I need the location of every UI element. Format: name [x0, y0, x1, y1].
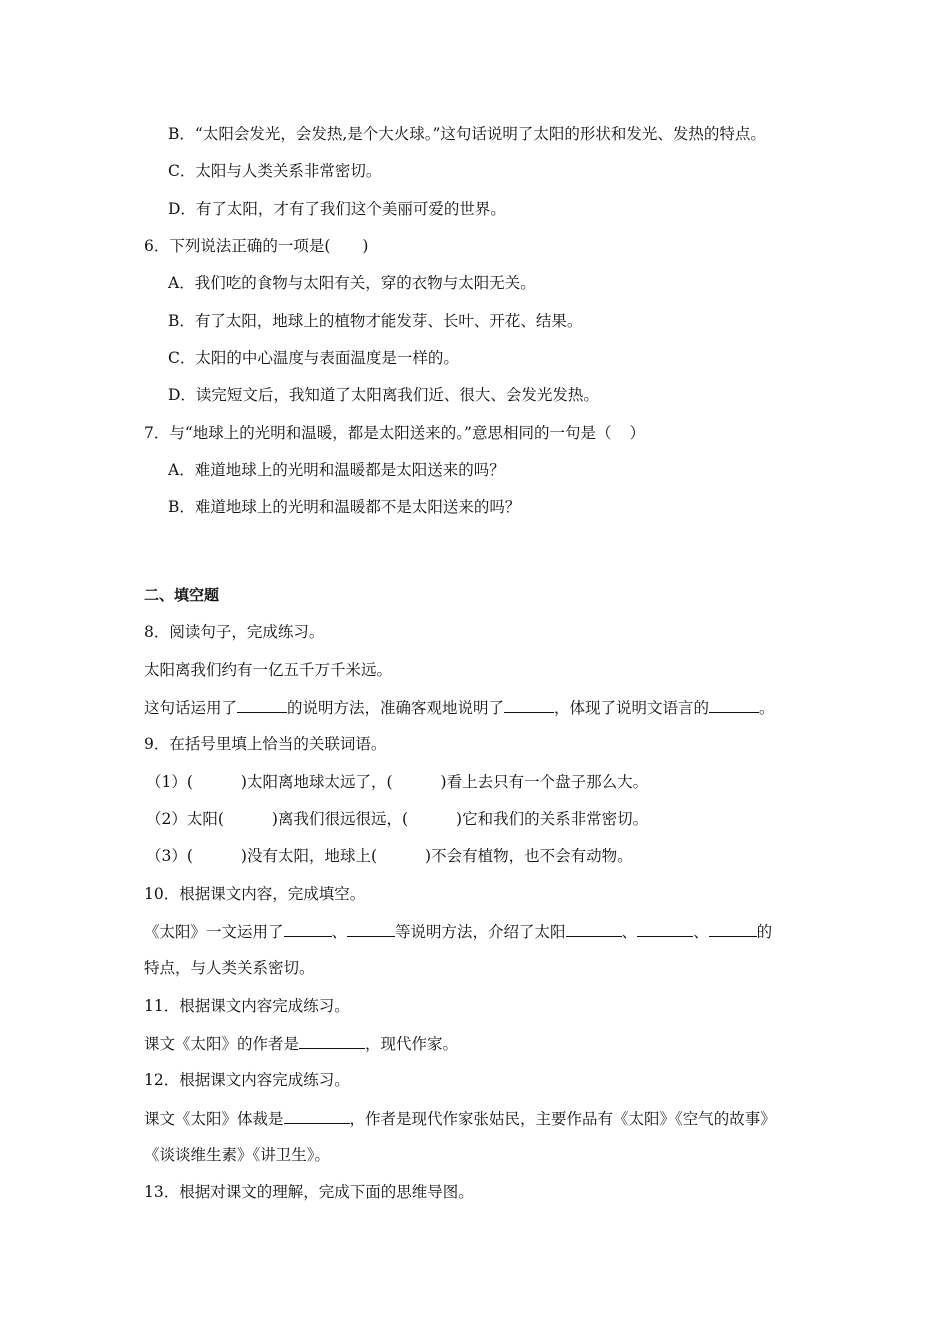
- q8-stem: 8．阅读句子，完成练习。: [144, 623, 325, 641]
- q10-line-2: 特点，与人类关系密切。: [144, 959, 315, 977]
- q12-text-2: ，作者是现代作家张姑民，主要作品有《太阳》《空气的故事》: [349, 1110, 776, 1128]
- q6-stem: [144, 236, 368, 256]
- q9-sentence-1: [146, 772, 648, 792]
- q6-option-d: D．读完短文后，我知道了太阳离我们近、很大、会发光发热。: [168, 386, 599, 404]
- q12-blank-1[interactable]: [284, 1108, 350, 1124]
- q10-sep-1: 、: [331, 923, 348, 941]
- q9-sentence-3: [146, 846, 633, 866]
- q9-s2-text-3: )它和我们的关系非常密切。: [456, 810, 649, 828]
- q6-option-c: C．太阳的中心温度与表面温度是一样的。: [168, 349, 459, 367]
- q11-blank-1[interactable]: [299, 1033, 365, 1049]
- q5-option-c: C．太阳与人类关系非常密切。: [168, 162, 382, 180]
- q10-text-3: 的: [756, 923, 773, 941]
- q10-stem: 10．根据课文内容，完成填空。: [144, 885, 366, 903]
- q7-option-b: B．难道地球上的光明和温暖都不是太阳送来的吗？: [168, 498, 521, 516]
- q8-text-4: 。: [759, 699, 775, 717]
- q8-blank-3[interactable]: [709, 697, 759, 713]
- q6-stem-text: 6．下列说法正确的一项是(: [144, 237, 331, 255]
- q10-fill-line: [144, 921, 772, 942]
- q10-blank-2[interactable]: [347, 921, 395, 937]
- q6-option-a: A．我们吃的食物与太阳有关，穿的衣物与太阳无关。: [168, 274, 536, 292]
- q8-text-1: 这句话运用了: [144, 699, 238, 717]
- q11-text-1: 课文《太阳》的作者是: [144, 1035, 300, 1053]
- q5-option-b: B．“太阳会发光，会发热,是个大火球。”这句话说明了太阳的形状和发光、发热的特点。: [168, 125, 766, 143]
- q12-line-2: 《谈谈维生素》《讲卫生》。: [144, 1146, 331, 1164]
- q8-fill-line: [144, 697, 775, 718]
- q10-blank-1[interactable]: [284, 921, 332, 937]
- q5-option-d: D．有了太阳，才有了我们这个美丽可爱的世界。: [168, 200, 506, 218]
- q8-blank-2[interactable]: [504, 697, 554, 713]
- q10-sep-3: 、: [693, 923, 709, 941]
- q11-stem: 11．根据课文内容完成练习。: [144, 997, 350, 1015]
- q7-stem: [144, 423, 645, 443]
- q11-fill-line: [144, 1033, 458, 1054]
- q10-blank-4[interactable]: [637, 921, 693, 937]
- q11-text-2: ，现代作家。: [365, 1035, 459, 1053]
- q12-fill-line: [144, 1108, 776, 1129]
- q10-sep-2: 、: [621, 923, 638, 941]
- q10-blank-3[interactable]: [566, 921, 622, 937]
- q6-option-b: B．有了太阳，地球上的植物才能发芽、长叶、开花、结果。: [168, 312, 583, 330]
- q9-s3-text-1: （3）(: [146, 847, 193, 865]
- q9-s3-text-2: )没有太阳，地球上(: [240, 847, 378, 865]
- q10-blank-5[interactable]: [709, 921, 757, 937]
- q9-stem: 9．在括号里填上恰当的关联词语。: [144, 735, 387, 753]
- section-title: 二、填空题: [144, 586, 220, 604]
- q9-s1-text-3: )看上去只有一个盘子那么大。: [440, 773, 649, 791]
- q12-stem: 12．根据课文内容完成练习。: [144, 1071, 350, 1089]
- q8-text-2: 的说明方法，准确客观地说明了: [287, 699, 505, 717]
- q7-stem-close: ）: [629, 424, 645, 442]
- q10-text-2: 等说明方法，介绍了太阳: [395, 923, 566, 941]
- q13-stem: 13．根据对课文的理解，完成下面的思维导图。: [144, 1183, 474, 1201]
- q12-text-1: 课文《太阳》体裁是: [144, 1110, 284, 1128]
- q9-s2-text-1: （2）太阳(: [146, 810, 224, 828]
- q6-stem-close: ): [362, 237, 369, 255]
- q9-sentence-2: [146, 809, 648, 829]
- q7-option-a: A．难道地球上的光明和温暖都是太阳送来的吗？: [168, 461, 505, 479]
- q9-s3-text-3: )不会有植物，也不会有动物。: [425, 847, 633, 865]
- q9-s1-text-2: )太阳离地球太远了，(: [240, 773, 393, 791]
- q9-s2-text-2: )离我们很远很远，(: [271, 810, 409, 828]
- q8-blank-1[interactable]: [237, 697, 287, 713]
- q9-s1-text-1: （1）(: [146, 773, 193, 791]
- q8-text-3: ，体现了说明文语言的: [554, 699, 710, 717]
- q7-stem-text: 7．与“地球上的光明和温暖，都是太阳送来的。”意思相同的一句是（: [144, 424, 612, 442]
- q8-sentence: 太阳离我们约有一亿五千万千米远。: [144, 661, 393, 679]
- q10-text-1: 《太阳》一文运用了: [144, 923, 284, 941]
